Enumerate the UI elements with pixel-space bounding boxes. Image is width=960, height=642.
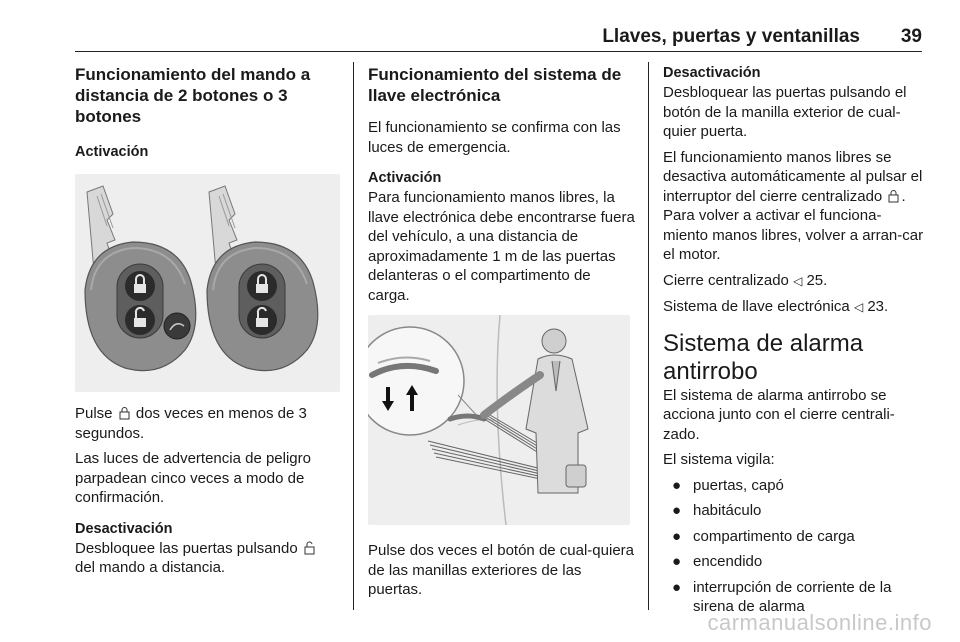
heading-antitheft-alarm: Sistema de alarma antirrobo: [663, 329, 864, 385]
bullet-icon: ●: [672, 553, 682, 570]
reference-electronic-key: Sistema de llave electrónica ◁ 23.: [663, 298, 889, 315]
list-item: ● interrupción de corriente de la sirena de alarma: [672, 578, 892, 615]
heading-electronic-key-operation: Funcionamiento del sistema de llave electrónica: [368, 65, 622, 105]
paragraph-unlock: Desbloquee las puertas pulsando del mando a distancia.: [75, 539, 340, 578]
paragraph-monitors: El sistema vigila:: [663, 451, 775, 468]
list-item: ● compartimento de carga: [672, 527, 855, 545]
paragraph-confirm-hazard: El funcionamiento se confirma con las luces de emergencia.: [368, 119, 621, 156]
subheading-activation: Activación: [75, 144, 149, 160]
column-divider: [648, 62, 649, 610]
heading-remote-operation: Funcionamiento del mando a distancia de 2 botones o 3 botones: [75, 65, 311, 126]
lock-icon: [119, 406, 130, 420]
page-number: 39: [900, 26, 922, 47]
bullet-icon: ●: [672, 476, 682, 494]
bullet-icon: ●: [672, 502, 682, 519]
bullet-icon: ●: [672, 527, 682, 545]
figure-remote-keys: [75, 174, 340, 392]
page-header: [75, 26, 922, 52]
column-remote-control: [75, 64, 340, 578]
triangle-left-icon: ◁: [853, 300, 864, 314]
list-item: ● puertas, capó: [672, 476, 784, 494]
list-item: ● habitáculo: [672, 502, 762, 519]
column-divider: [353, 62, 354, 610]
triangle-left-icon: ◁: [793, 273, 803, 288]
monitored-items-list: [663, 476, 925, 617]
subheading-activation: Activación: [368, 170, 442, 186]
subheading-deactivation: Desactivación: [75, 520, 173, 537]
watermark: carmanualsonline.info: [707, 610, 932, 635]
central-lock-icon: [888, 189, 899, 203]
subheading-deactivation: Desactivación: [663, 65, 761, 81]
paragraph-confirmation: Las luces de advertencia de peligro parpadean cinco veces a modo de confirmación.: [75, 450, 311, 506]
bullet-icon: ●: [672, 578, 682, 596]
paragraph-handsfree-disable: El funcionamiento manos libres se desactiva automáticamente al pulsar el interruptor del cierre centralizado . Para volver a activar el funciona-miento manos libres, volver a arran-car el motor.: [663, 148, 924, 263]
paragraph-alarm-activation: El sistema de alarma antirrobo se acciona junto con el cierre centrali-zado.: [663, 386, 895, 443]
paragraph-press-handle: Pulse dos veces el botón de cual-quiera de las manillas exteriores de las puertas.: [368, 542, 635, 598]
figure-door-handle-person: [368, 315, 630, 525]
list-item: ● encendido: [672, 553, 763, 570]
section-title: Llaves, puertas y ventanillas: [602, 26, 860, 47]
column-deactivation-alarm: [663, 64, 925, 617]
paragraph-handsfree: Para funcionamiento manos libres, la llave electrónica debe encontrarse fuera del vehículo, a una distancia de aproximadamente 1 m de las puertas delanteras o el compartimento de carga.: [368, 189, 635, 304]
column-electronic-key: [368, 64, 636, 600]
paragraph-press-lock: Pulse dos veces en menos de 3 segundos.: [75, 405, 307, 442]
paragraph-unlock-handle: Desbloquear las puertas pulsando el botón de la manilla exterior de cual-quier puerta.: [663, 84, 907, 140]
unlock-icon: [304, 541, 315, 555]
reference-central-locking: Cierre centralizado ◁ 25.: [663, 271, 828, 289]
